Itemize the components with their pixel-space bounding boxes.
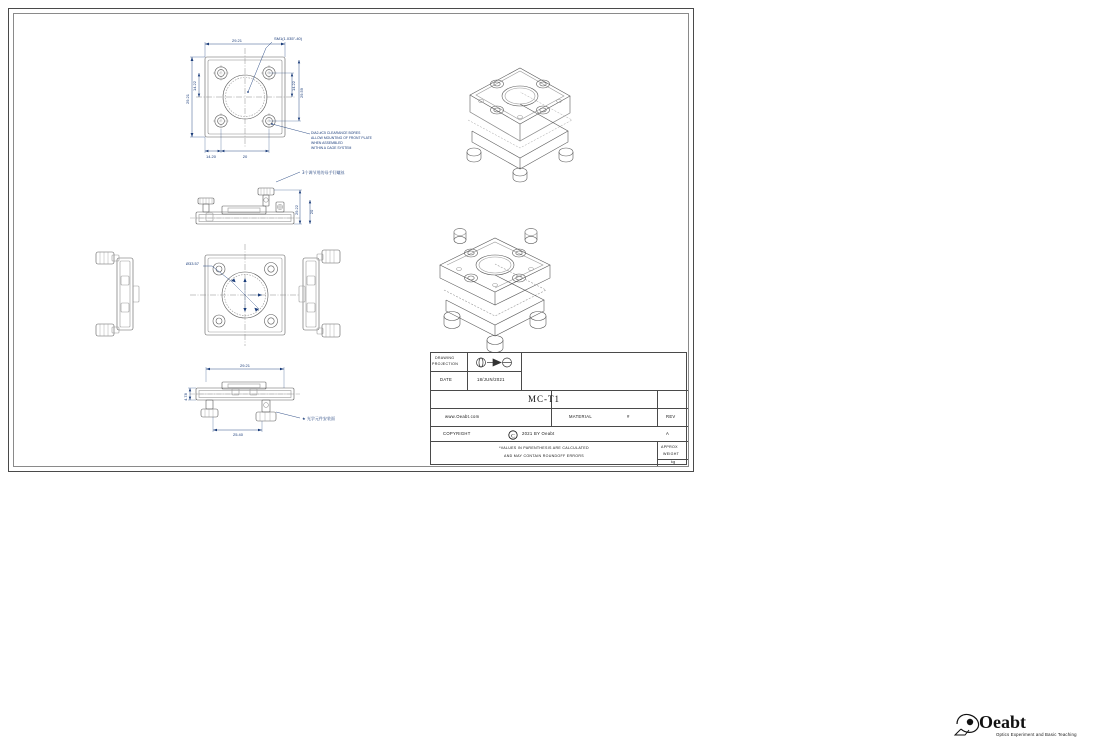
approx-weight-value: kg (671, 460, 676, 464)
section-view-geometry (96, 244, 340, 346)
title-block (430, 352, 1077, 737)
dim-front-20: 20 (309, 209, 314, 215)
copyright-label: COPYRIGHT (443, 431, 471, 436)
brand-logo (951, 708, 1116, 742)
part-number: MC-T1 (528, 394, 560, 404)
note-clearance-2: ALLOW MOUNTING OF FRONT PLATE (311, 136, 372, 140)
front-elevation-geometry (190, 188, 300, 224)
tb-hline-1 (431, 390, 688, 391)
front-elevation-dimensions (274, 190, 311, 224)
date-value: 18/JUN/2021 (477, 377, 505, 382)
rev-label: REV (666, 414, 676, 419)
tb-hline-5 (431, 371, 521, 372)
dim-left-1422: 14.22 (192, 80, 197, 92)
dim-bottom-1420: 14.20 (205, 154, 217, 159)
approx-weight-label-1: APPROX (661, 445, 678, 449)
note-clearance-4: WITHIN A CAGE SYSTEM (311, 146, 352, 150)
dim-bot-2921: 29.21 (239, 363, 251, 368)
svg-text:C: C (511, 433, 515, 440)
tb-vline-2 (467, 353, 468, 390)
top-view-geometry (196, 48, 296, 147)
tolerance-note-2: AND MAY CONTAIN ROUNDOFF ERRORS (504, 454, 584, 458)
isometric-view-bottom-geometry (440, 228, 550, 352)
drawing-projection-label-2: PROJECTION (432, 362, 459, 366)
logo-tagline: Optics Experiment and Basic Teaching (996, 732, 1077, 737)
dimension-texts (183, 36, 373, 437)
copyright-icon (508, 430, 518, 440)
copyright-text: 2021 BY Oeabt (522, 431, 555, 436)
tb-vline-1 (521, 353, 522, 390)
dim-right-2959: 29.59 (299, 87, 304, 99)
dim-top-2921: 29.21 (231, 38, 243, 43)
note-clearance-3: WHEN ASSEMBLED (311, 141, 343, 145)
tolerance-note-1: *VALUES IN PARENTHESIS ARE CALCULATED (499, 446, 589, 450)
material-label: MATERIAL (569, 414, 593, 419)
dim-bot-478: 4.78 (183, 393, 188, 401)
tb-hline-2 (431, 408, 688, 409)
note-cn-optic-face: ★ 光学元件安装面 (302, 416, 335, 421)
note-cn-adjust-screws: 3个调节用的母手钉螺丝 (302, 170, 345, 175)
dim-left-2921: 29.21 (185, 93, 190, 105)
bottom-view-geometry (190, 382, 300, 421)
dim-front-2922: 29.22 (294, 204, 299, 216)
material-value: # (627, 414, 630, 419)
date-label: DATE (440, 377, 453, 382)
bottom-view-dimensions (188, 367, 300, 432)
isometric-view-top-geometry (467, 68, 573, 182)
dim-bot-2540: 25.40 (232, 432, 244, 437)
dim-bottom-20: 20 (242, 154, 248, 159)
note-clearance-1: DIA2-#C5 CLEARANCE BORES (311, 131, 361, 135)
approx-weight-label-2: WEIGHT (663, 452, 680, 456)
callout-sm1: SM1(1.035"-40) (274, 36, 303, 41)
dim-bore-diameter: Ø33.57 (185, 261, 199, 266)
tb-hline-3 (431, 426, 688, 427)
section-view-dimensions (203, 266, 262, 312)
website: www.Oeabt.com (445, 414, 480, 419)
drawing-projection-label-1: DRAWING (435, 356, 455, 360)
first-angle-projection-symbol (471, 356, 515, 369)
tb-hline-4 (431, 441, 688, 442)
tb-vline-5 (657, 441, 658, 466)
logo-wordmark: Oeabt (979, 712, 1026, 732)
rev-value: A (666, 431, 670, 436)
dim-right-1422: 14.22 (291, 80, 296, 92)
tb-vline-4 (657, 390, 658, 426)
